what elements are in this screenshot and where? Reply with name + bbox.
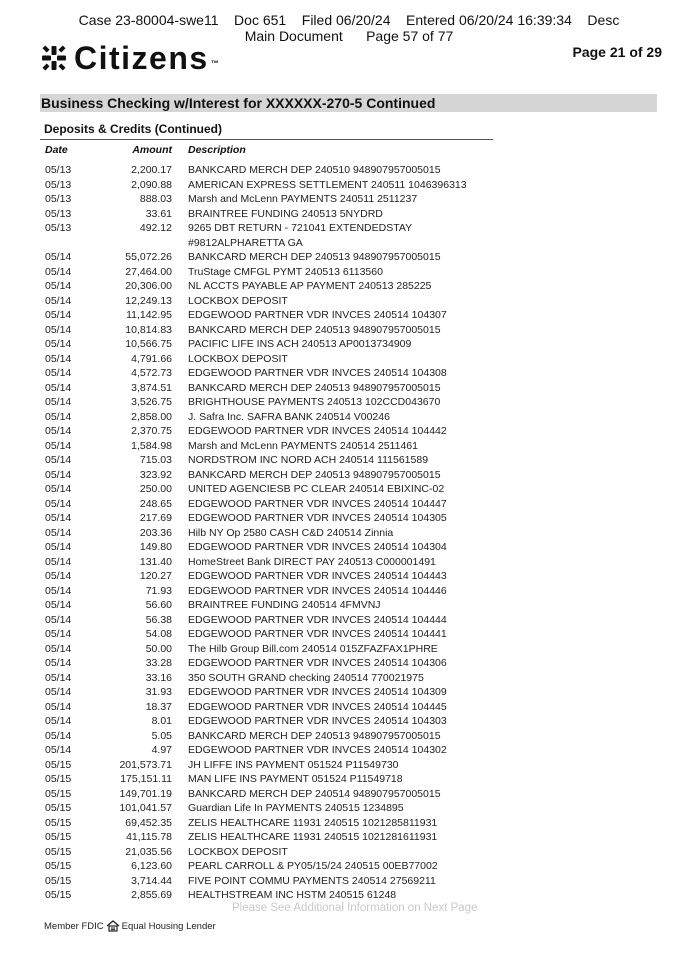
cell-amount: 50.00 xyxy=(145,642,172,655)
cell-amount: 4.97 xyxy=(151,744,172,756)
cell-date: 05/14 xyxy=(45,555,72,568)
cell-date: 05/14 xyxy=(45,512,72,524)
cell-description: EDGEWOOD PARTNER VDR INVCES 240514 104447 xyxy=(188,497,447,510)
page-number: Page 21 of 29 xyxy=(572,44,662,60)
cell-amount: 31.93 xyxy=(145,686,172,698)
column-header-description: Description xyxy=(188,144,246,156)
cell-date: 05/14 xyxy=(45,715,72,727)
cell-description: EDGEWOOD PARTNER VDR INVCES 240514 104302 xyxy=(188,744,447,756)
table-row xyxy=(0,642,698,657)
cell-description: ZELIS HEALTHCARE 11931 240515 1021281611931 xyxy=(188,831,438,843)
cell-description: EDGEWOOD PARTNER VDR INVCES 240514 104442 xyxy=(188,425,447,437)
cell-amount: 33.61 xyxy=(145,207,172,220)
table-row xyxy=(0,700,698,715)
cell-description: BANKCARD MERCH DEP 240514 948907957005015 xyxy=(188,787,441,800)
cell-description: BRAINTREE FUNDING 240513 5NYDRD xyxy=(188,207,383,220)
cell-date: 05/13 xyxy=(45,193,72,205)
table-row xyxy=(0,424,698,439)
table-row xyxy=(0,801,698,816)
table-row xyxy=(0,526,698,541)
cell-description: EDGEWOOD PARTNER VDR INVCES 240514 104303 xyxy=(188,715,447,727)
cell-description: EDGEWOOD PARTNER VDR INVCES 240514 104304 xyxy=(188,541,447,553)
table-row xyxy=(0,729,698,744)
cell-amount: 3,714.44 xyxy=(131,874,172,887)
cell-date: 05/14 xyxy=(45,309,72,321)
cell-date: 05/13 xyxy=(45,222,72,234)
cell-date: 05/15 xyxy=(45,860,72,872)
table-row xyxy=(0,671,698,686)
table-row xyxy=(0,555,698,570)
cell-date: 05/15 xyxy=(45,773,72,785)
cell-description: BRAINTREE FUNDING 240514 4FMVNJ xyxy=(188,599,381,611)
column-header-date: Date xyxy=(45,144,68,156)
cell-description: EDGEWOOD PARTNER VDR INVCES 240514 104305 xyxy=(188,512,447,524)
cell-date: 05/14 xyxy=(45,381,72,394)
cell-amount: 54.08 xyxy=(145,628,172,640)
cell-date: 05/15 xyxy=(45,802,72,814)
table-row xyxy=(0,511,698,526)
cell-description: EDGEWOOD PARTNER VDR INVCES 240514 104308 xyxy=(188,367,447,379)
table-row xyxy=(0,758,698,773)
cell-amount: 5.05 xyxy=(151,729,172,742)
cell-amount: 56.38 xyxy=(145,613,172,626)
cell-amount: 888.03 xyxy=(139,193,172,205)
cell-amount: 201,573.71 xyxy=(119,758,172,771)
cell-amount: 2,090.88 xyxy=(131,178,172,191)
table-row xyxy=(0,845,698,860)
case-header-line2: Main Document Page 57 of 77 xyxy=(244,28,454,44)
cell-amount: 27,464.00 xyxy=(125,265,172,278)
cell-description: LOCKBOX DEPOSIT xyxy=(188,352,288,365)
cell-description: FIVE POINT COMMU PAYMENTS 240514 27569211 xyxy=(188,874,436,887)
cell-description: AMERICAN EXPRESS SETTLEMENT 240511 1046396313 xyxy=(188,178,467,191)
cell-amount: 33.16 xyxy=(145,671,172,684)
cell-amount: 10,566.75 xyxy=(125,338,172,350)
cell-date: 05/14 xyxy=(45,439,72,452)
cell-description: EDGEWOOD PARTNER VDR INVCES 240514 104441 xyxy=(188,628,447,640)
cell-description: BANKCARD MERCH DEP 240513 948907957005015 xyxy=(188,729,441,742)
cell-description: EDGEWOOD PARTNER VDR INVCES 240514 104443 xyxy=(188,570,447,582)
cell-description: LOCKBOX DEPOSIT xyxy=(188,845,288,858)
logo-trademark: ™ xyxy=(210,59,219,68)
cell-date: 05/14 xyxy=(45,338,72,350)
cell-description: Marsh and McLenn PAYMENTS 240514 2511461 xyxy=(188,439,418,452)
cell-description: LOCKBOX DEPOSIT xyxy=(188,294,288,307)
table-row xyxy=(0,888,698,903)
cell-description: 350 SOUTH GRAND checking 240514 770021975 xyxy=(188,671,424,684)
continuation-note: Please See Additional Information on Next Page xyxy=(232,902,478,914)
cell-amount: 69,452.35 xyxy=(125,816,172,829)
cell-date: 05/14 xyxy=(45,280,72,292)
cell-date: 05/14 xyxy=(45,251,72,263)
cell-amount: 120.27 xyxy=(139,570,172,582)
table-row xyxy=(0,830,698,845)
cell-date: 05/15 xyxy=(45,831,72,843)
cell-description: EDGEWOOD PARTNER VDR INVCES 240514 104309 xyxy=(188,686,447,698)
cell-description: EDGEWOOD PARTNER VDR INVCES 240514 104306 xyxy=(188,657,447,669)
cell-date: 05/14 xyxy=(45,396,72,408)
equal-housing-lender-icon xyxy=(106,920,120,932)
cell-description: HEALTHSTREAM INC HSTM 240515 61248 xyxy=(188,889,397,901)
cell-date: 05/14 xyxy=(45,265,72,278)
cell-date: 05/14 xyxy=(45,628,72,640)
citizens-logo-mark-icon xyxy=(40,44,68,72)
table-row xyxy=(0,294,698,309)
cell-date: 05/14 xyxy=(45,526,72,539)
table-row xyxy=(0,265,698,280)
cell-date: 05/15 xyxy=(45,758,72,771)
cell-amount: 4,572.73 xyxy=(131,367,172,379)
cell-date: 05/15 xyxy=(45,787,72,800)
logo-wordmark: Citizens xyxy=(74,40,209,76)
cell-description: EDGEWOOD PARTNER VDR INVCES 240514 104445 xyxy=(188,700,447,713)
cell-amount: 2,855.69 xyxy=(131,889,172,901)
table-row xyxy=(0,410,698,425)
cell-amount: 11,142.95 xyxy=(126,309,172,321)
cell-amount: 55,072.26 xyxy=(125,251,172,263)
table-row xyxy=(0,497,698,512)
table-row xyxy=(0,439,698,454)
table-row xyxy=(0,598,698,613)
divider xyxy=(40,139,493,140)
cell-date: 05/14 xyxy=(45,657,72,669)
cell-amount: 3,874.51 xyxy=(131,381,172,394)
cell-date: 05/14 xyxy=(45,468,72,481)
cell-description: PEARL CARROLL & PY05/15/24 240515 00EB77002 xyxy=(188,860,438,872)
cell-description: BANKCARD MERCH DEP 240513 948907957005015 xyxy=(188,251,441,263)
cell-description: NORDSTROM INC NORD ACH 240514 111561589 xyxy=(188,454,429,466)
table-row xyxy=(0,540,698,555)
table-row xyxy=(0,192,698,207)
table-row xyxy=(0,323,698,338)
cell-date: 05/14 xyxy=(45,671,72,684)
cell-amount: 131.40 xyxy=(139,555,172,568)
cell-description: HomeStreet Bank DIRECT PAY 240513 C000001491 xyxy=(188,555,436,568)
cell-description: MAN LIFE INS PAYMENT 051524 P11549718 xyxy=(188,773,403,785)
cell-amount: 8.01 xyxy=(151,715,172,727)
cell-amount: 492.12 xyxy=(139,222,172,234)
cell-description: PACIFIC LIFE INS ACH 240513 AP0013734909 xyxy=(188,338,412,350)
cell-description: UNITED AGENCIESB PC CLEAR 240514 EBIXINC-02 xyxy=(188,483,445,495)
cell-amount: 33.28 xyxy=(145,657,172,669)
table-row xyxy=(0,366,698,381)
table-row xyxy=(0,221,698,250)
cell-description: BRIGHTHOUSE PAYMENTS 240513 102CCD043670 xyxy=(188,396,441,408)
cell-amount: 56.60 xyxy=(145,599,172,611)
citizens-logo xyxy=(40,40,219,76)
cell-date: 05/14 xyxy=(45,294,72,307)
cell-description: BANKCARD MERCH DEP 240510 948907957005015 xyxy=(188,164,441,176)
cell-date: 05/15 xyxy=(45,889,72,901)
table-row xyxy=(0,178,698,193)
cell-amount: 10,814.83 xyxy=(125,323,172,336)
table-row xyxy=(0,453,698,468)
cell-description: BANKCARD MERCH DEP 240513 948907957005015 xyxy=(188,381,441,394)
table-row xyxy=(0,468,698,483)
cell-amount: 41,115.78 xyxy=(126,831,172,843)
table-row xyxy=(0,337,698,352)
cell-description: J. Safra Inc. SAFRA BANK 240514 V00246 xyxy=(188,410,390,423)
cell-amount: 149.80 xyxy=(139,541,172,553)
table-row xyxy=(0,627,698,642)
table-row xyxy=(0,352,698,367)
cell-date: 05/14 xyxy=(45,483,72,495)
cell-amount: 149,701.19 xyxy=(119,787,172,800)
cell-date: 05/13 xyxy=(45,164,72,176)
table-row xyxy=(0,279,698,294)
cell-amount: 175,151.11 xyxy=(120,773,172,785)
table-row xyxy=(0,613,698,628)
table-row xyxy=(0,685,698,700)
cell-date: 05/14 xyxy=(45,570,72,582)
cell-amount: 2,370.75 xyxy=(131,425,172,437)
cell-description: EDGEWOOD PARTNER VDR INVCES 240514 104444 xyxy=(188,613,447,626)
cell-amount: 71.93 xyxy=(145,584,172,597)
table-row xyxy=(0,207,698,222)
table-row xyxy=(0,569,698,584)
cell-description: Hilb NY Op 2580 CASH C&D 240514 Zinnia xyxy=(188,526,394,539)
cell-amount: 4,791.66 xyxy=(131,352,172,365)
cell-description: The Hilb Group Bill.com 240514 015ZFAZFAX1PHRE xyxy=(188,642,438,655)
cell-date: 05/14 xyxy=(45,367,72,379)
cell-date: 05/14 xyxy=(45,744,72,756)
table-row xyxy=(0,743,698,758)
cell-date: 05/15 xyxy=(45,845,72,858)
cell-amount: 101,041.57 xyxy=(119,802,172,814)
cell-amount: 3,526.75 xyxy=(131,396,172,408)
table-row xyxy=(0,714,698,729)
cell-date: 05/14 xyxy=(45,541,72,553)
cell-amount: 715.03 xyxy=(139,454,172,466)
cell-date: 05/15 xyxy=(45,874,72,887)
cell-description: BANKCARD MERCH DEP 240513 948907957005015 xyxy=(188,468,441,481)
table-row xyxy=(0,381,698,396)
cell-date: 05/14 xyxy=(45,352,72,365)
cell-date: 05/14 xyxy=(45,729,72,742)
cell-date: 05/14 xyxy=(45,599,72,611)
cell-description: Guardian Life In PAYMENTS 240515 1234895 xyxy=(188,802,404,814)
table-row xyxy=(0,656,698,671)
cell-date: 05/13 xyxy=(45,178,72,191)
cell-amount: 2,858.00 xyxy=(131,410,172,423)
table-row xyxy=(0,874,698,889)
cell-amount: 21,035.56 xyxy=(125,845,172,858)
section-title: Business Checking w/Interest for XXXXXX-270-5 Continued xyxy=(41,95,436,111)
cell-amount: 248.65 xyxy=(139,497,172,510)
cell-date: 05/14 xyxy=(45,584,72,597)
cell-description: EDGEWOOD PARTNER VDR INVCES 240514 104307 xyxy=(188,309,447,321)
cell-date: 05/13 xyxy=(45,207,72,220)
cell-amount: 6,123.60 xyxy=(131,860,172,872)
table-row xyxy=(0,308,698,323)
table-row xyxy=(0,482,698,497)
cell-amount: 20,306.00 xyxy=(125,280,172,292)
cell-date: 05/14 xyxy=(45,613,72,626)
cell-description: BANKCARD MERCH DEP 240513 948907957005015 xyxy=(188,323,441,336)
cell-date: 05/14 xyxy=(45,323,72,336)
cell-description: JH LIFFE INS PAYMENT 051524 P11549730 xyxy=(188,758,399,771)
cell-date: 05/14 xyxy=(45,425,72,437)
cell-description: EDGEWOOD PARTNER VDR INVCES 240514 104446 xyxy=(188,584,447,597)
transactions-table xyxy=(0,163,698,903)
cell-amount: 250.00 xyxy=(139,483,172,495)
table-row xyxy=(0,250,698,265)
table-row xyxy=(0,395,698,410)
cell-date: 05/14 xyxy=(45,497,72,510)
table-row xyxy=(0,787,698,802)
footer xyxy=(44,920,216,932)
case-header-line1: Case 23-80004-swe11 Doc 651 Filed 06/20/24 Entered 06/20/24 16:39:34 Desc xyxy=(78,12,620,28)
member-fdic: Member FDIC xyxy=(44,920,104,932)
cell-amount: 2,200.17 xyxy=(131,164,172,176)
cell-amount: 18.37 xyxy=(145,700,172,713)
cell-date: 05/14 xyxy=(45,454,72,466)
cell-description: 9265 DBT RETURN - 721041 EXTENDEDSTAY #9812ALPHARETTA GA xyxy=(188,222,412,249)
table-row xyxy=(0,163,698,178)
table-row xyxy=(0,816,698,831)
cell-amount: 203.36 xyxy=(139,526,172,539)
cell-description: TruStage CMFGL PYMT 240513 6113560 xyxy=(188,265,383,278)
cell-date: 05/14 xyxy=(45,700,72,713)
subsection-title: Deposits & Credits (Continued) xyxy=(44,122,223,136)
cell-date: 05/14 xyxy=(45,686,72,698)
cell-amount: 217.69 xyxy=(139,512,172,524)
cell-date: 05/14 xyxy=(45,642,72,655)
table-row xyxy=(0,772,698,787)
cell-amount: 12,249.13 xyxy=(125,294,172,307)
cell-date: 05/15 xyxy=(45,816,72,829)
equal-housing-lender: Equal Housing Lender xyxy=(121,920,216,932)
cell-amount: 1,584.98 xyxy=(131,439,172,452)
column-header-amount: Amount xyxy=(132,144,172,156)
table-row xyxy=(0,859,698,874)
cell-description: ZELIS HEALTHCARE 11931 240515 1021285811931 xyxy=(188,816,438,829)
cell-description: NL ACCTS PAYABLE AP PAYMENT 240513 285225 xyxy=(188,280,432,292)
cell-date: 05/14 xyxy=(45,410,72,423)
cell-amount: 323.92 xyxy=(139,468,172,481)
table-row xyxy=(0,584,698,599)
cell-description: Marsh and McLenn PAYMENTS 240511 2511237 xyxy=(188,193,418,205)
